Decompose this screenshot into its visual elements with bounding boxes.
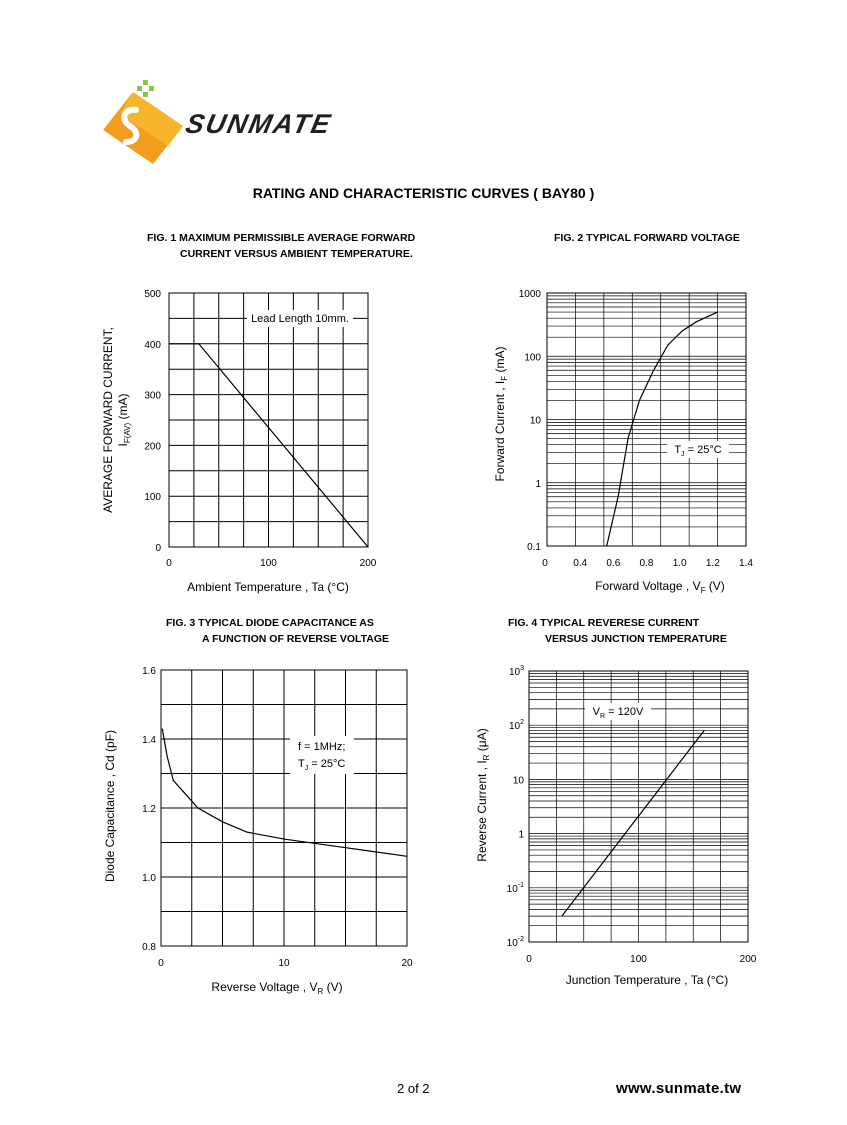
fig2-ytick-label: 10 bbox=[529, 415, 541, 427]
fig2-ytick-label: 1000 bbox=[518, 289, 541, 300]
fig2-ylabel: Forward Current , $I_F$ (mA) bbox=[493, 346, 509, 482]
fig2-caption-line1: FIG. 2 TYPICAL FORWARD VOLTAGE bbox=[554, 232, 740, 244]
fig2-xtick-label: 0.8 bbox=[639, 558, 654, 569]
fig1-ylabel-line1: AVERAGE FORWARD CURRENT, bbox=[101, 327, 115, 513]
footer-url[interactable]: www.sunmate.tw bbox=[616, 1080, 742, 1097]
fig2-annotation: $T_J = 25^\circ C$ bbox=[674, 444, 722, 458]
fig1-xtick-label: 100 bbox=[260, 558, 277, 569]
fig1-caption-line1: FIG. 1 MAXIMUM PERMISSIBLE AVERAGE FORWARD bbox=[147, 232, 416, 244]
fig3-xtick-label: 20 bbox=[401, 958, 413, 969]
fig1-annotation: Lead Length 10mm. bbox=[251, 313, 349, 325]
fig4-caption-line2: VERSUS JUNCTION TEMPERATURE bbox=[545, 633, 727, 645]
fig4-ytick-label: $10^2$ bbox=[508, 719, 524, 733]
fig3-xtick-label: 10 bbox=[278, 958, 290, 969]
fig4-xtick-label: 0 bbox=[526, 954, 532, 965]
fig3-xticks bbox=[158, 958, 413, 969]
fig2-xtick-label: 1.4 bbox=[739, 558, 753, 569]
fig1-caption-line2: CURRENT VERSUS AMBIENT TEMPERATURE. bbox=[180, 248, 413, 260]
fig4-yticks bbox=[507, 665, 525, 949]
fig4-ytick-label: $10^{-2}$ bbox=[506, 936, 524, 949]
fig3-ytick-label: 1.0 bbox=[142, 873, 156, 884]
fig2-chart bbox=[493, 289, 753, 595]
fig2-ytick-label: 0.1 bbox=[527, 542, 541, 553]
fig3-yticks bbox=[142, 666, 156, 953]
fig2-xtick-label: 0 bbox=[542, 558, 548, 569]
fig3-xtick-label: 0 bbox=[158, 958, 164, 969]
fig1-xlabel: Ambient Temperature , Ta (°C) bbox=[187, 580, 349, 594]
fig3-annotation-line2: $T_J = 25^\circ C$ bbox=[298, 758, 346, 772]
fig1-yticks bbox=[144, 289, 161, 554]
fig1-grid bbox=[169, 293, 368, 547]
fig1-ytick-label: 500 bbox=[144, 289, 161, 300]
fig1-xtick-label: 0 bbox=[166, 558, 172, 569]
fig4-ytick-label: 1 bbox=[518, 829, 524, 841]
fig3-ytick-label: 1.2 bbox=[142, 804, 156, 815]
fig3-caption-line1: FIG. 3 TYPICAL DIODE CAPACITANCE AS bbox=[166, 617, 374, 629]
fig3-ytick-label: 0.8 bbox=[142, 942, 156, 953]
fig2-xtick-label: 0.4 bbox=[573, 558, 588, 569]
fig3-ytick-label: 1.4 bbox=[142, 735, 156, 746]
fig1-ytick-label: 300 bbox=[144, 390, 161, 402]
fig1-ylabel-line2: $I_{F(AV)}$ (mA) bbox=[116, 393, 132, 447]
fig2-grid bbox=[547, 293, 746, 546]
fig1-ytick-label: 400 bbox=[144, 339, 161, 351]
fig4-xlabel: Junction Temperature , Ta (°C) bbox=[565, 973, 729, 987]
fig4-caption-line1: FIG. 4 TYPICAL REVERESE CURRENT bbox=[508, 617, 700, 629]
fig1-ytick-label: 100 bbox=[144, 492, 161, 504]
page-title: RATING AND CHARACTERISTIC CURVES ( BAY80 ) bbox=[252, 185, 595, 201]
fig2-yticks bbox=[519, 289, 542, 553]
fig1-ytick-label: 200 bbox=[144, 441, 161, 453]
fig3-caption-line2: A FUNCTION OF REVERSE VOLTAGE bbox=[202, 633, 390, 645]
fig1-ytick-label: 0 bbox=[155, 543, 161, 554]
brand-wordmark: SUNMATE bbox=[182, 109, 335, 139]
fig2-xtick-label: 1.0 bbox=[672, 558, 687, 569]
fig4-ytick-label: 10 bbox=[512, 775, 524, 787]
fig4-ytick-label: $10^3$ bbox=[508, 665, 524, 678]
fig4-xtick-label: 100 bbox=[630, 954, 647, 965]
fig2-xtick-label: 1.2 bbox=[705, 558, 720, 569]
fig3-annotation-line1: f = 1MHz; bbox=[298, 741, 346, 753]
fig2-ytick-label: 1 bbox=[535, 478, 541, 490]
page-number: 2 of 2 bbox=[397, 1081, 430, 1096]
fig3-ylabel: Diode Capacitance , Cd (pF) bbox=[103, 729, 117, 883]
fig1-xticks bbox=[166, 558, 377, 569]
fig2-xticks bbox=[542, 558, 753, 569]
fig1-chart bbox=[101, 289, 377, 594]
fig3-chart bbox=[103, 666, 413, 996]
fig3-xlabel: Reverse Voltage , $V_R$ (V) bbox=[211, 980, 343, 996]
fig3-ytick-label: 1.6 bbox=[142, 666, 156, 677]
fig3-series-line bbox=[162, 729, 407, 857]
fig2-xlabel: Forward Voltage , $V_F$ (V) bbox=[595, 579, 725, 595]
fig4-annotation: $V_R = 120V$ bbox=[592, 706, 644, 720]
fig4-ylabel: Reverse Current , $I_R$ (μA) bbox=[475, 728, 491, 862]
fig4-series-line bbox=[562, 730, 704, 916]
fig4-ytick-label: $10^{-1}$ bbox=[506, 881, 524, 895]
fig2-xtick-label: 0.6 bbox=[606, 558, 621, 569]
fig4-xticks bbox=[526, 954, 757, 965]
fig4-chart bbox=[475, 665, 757, 987]
fig1-xtick-label: 200 bbox=[359, 558, 377, 569]
fig2-ytick-label: 100 bbox=[524, 352, 541, 364]
fig4-xtick-label: 200 bbox=[739, 954, 757, 965]
